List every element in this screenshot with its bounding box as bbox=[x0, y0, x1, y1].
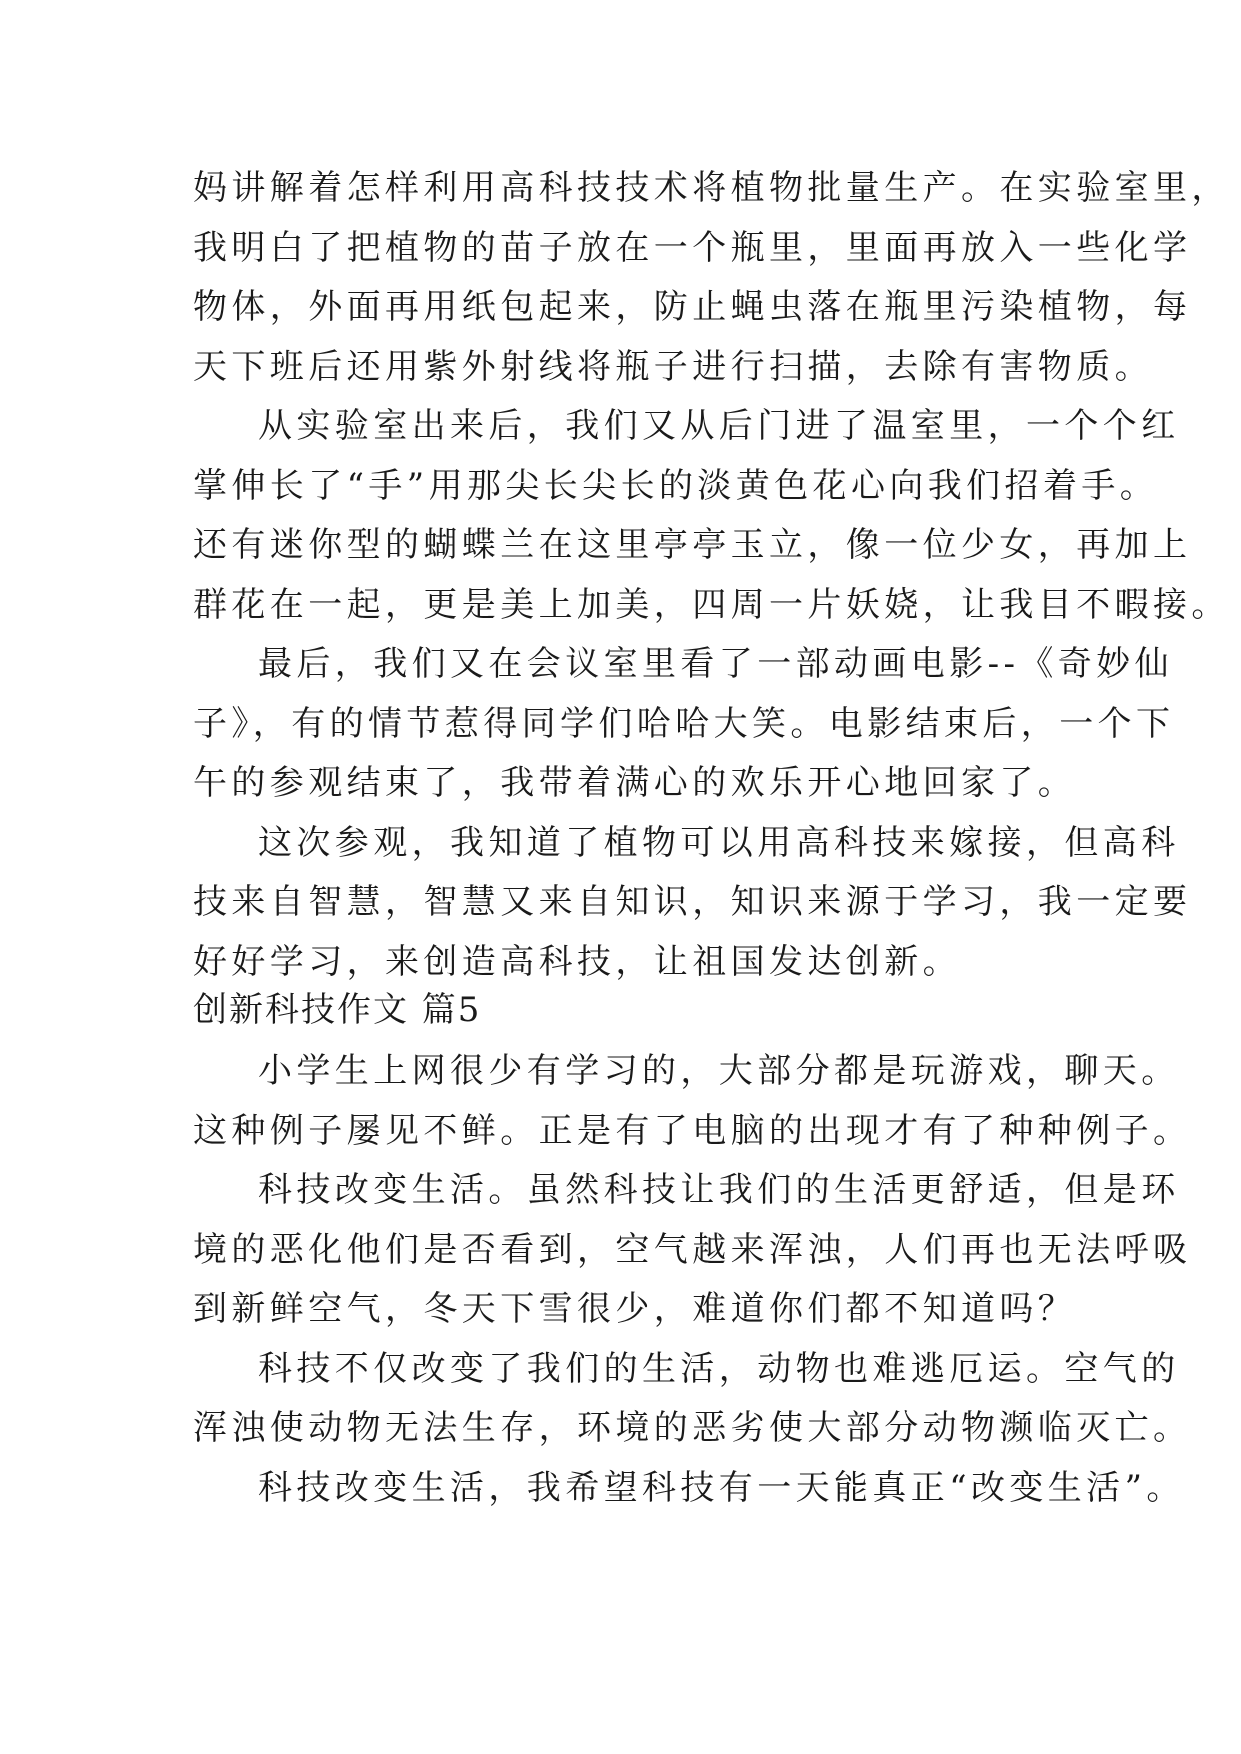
paragraph-line: 这次参观，我知道了植物可以用高科技来嫁接，但高科 bbox=[258, 823, 1180, 863]
paragraph-line: 最后，我们又在会议室里看了一部动画电影--《奇妙仙 bbox=[258, 644, 1173, 684]
paragraph-line: 境的恶化他们是否看到，空气越来浑浊，人们再也无法呼吸 bbox=[193, 1230, 1192, 1270]
paragraph-line: 这种例子屡见不鲜。正是有了电脑的出现才有了种种例子。 bbox=[193, 1111, 1192, 1151]
paragraph-line: 技来自智慧，智慧又来自知识，知识来源于学习，我一定要 bbox=[193, 882, 1192, 922]
paragraph-line: 浑浊使动物无法生存，环境的恶劣使大部分动物濒临灭亡。 bbox=[193, 1408, 1192, 1448]
section-heading: 创新科技作文 篇5 bbox=[193, 990, 482, 1030]
paragraph-line: 科技不仅改变了我们的生活，动物也难逃厄运。空气的 bbox=[258, 1349, 1180, 1389]
paragraph-line: 还有迷你型的蝴蝶兰在这里亭亭玉立，像一位少女，再加上 bbox=[193, 525, 1192, 565]
paragraph-line: 天下班后还用紫外射线将瓶子进行扫描，去除有害物质。 bbox=[193, 347, 1153, 387]
paragraph-line: 我明白了把植物的苗子放在一个瓶里，里面再放入一些化学 bbox=[193, 228, 1192, 268]
paragraph-line: 群花在一起，更是美上加美，四周一片妖娆，让我目不暇接。 bbox=[193, 585, 1230, 625]
paragraph-line: 从实验室出来后，我们又从后门进了温室里，一个个红 bbox=[258, 406, 1180, 446]
paragraph-line: 好好学习，来创造高科技，让祖国发达创新。 bbox=[193, 942, 961, 982]
paragraph-line: 妈讲解着怎样利用高科技技术将植物批量生产。在实验室里， bbox=[193, 168, 1230, 208]
paragraph-line: 科技改变生活。虽然科技让我们的生活更舒适，但是环 bbox=[258, 1170, 1180, 1210]
paragraph-line: 午的参观结束了，我带着满心的欢乐开心地回家了。 bbox=[193, 763, 1077, 803]
paragraph-line: 物体，外面再用纸包起来，防止蝇虫落在瓶里污染植物，每 bbox=[193, 287, 1192, 327]
paragraph-line: 掌伸长了“手”用那尖长尖长的淡黄色花心向我们招着手。 bbox=[193, 466, 1159, 506]
paragraph-line: 科技改变生活，我希望科技有一天能真正“改变生活”。 bbox=[258, 1468, 1185, 1508]
paragraph-line: 小学生上网很少有学习的，大部分都是玩游戏，聊天。 bbox=[258, 1051, 1180, 1091]
paragraph-line: 子》，有的情节惹得同学们哈哈大笑。电影结束后，一个下 bbox=[193, 704, 1175, 744]
paragraph-line: 到新鲜空气，冬天下雪很少，难道你们都不知道吗？ bbox=[193, 1289, 1077, 1329]
